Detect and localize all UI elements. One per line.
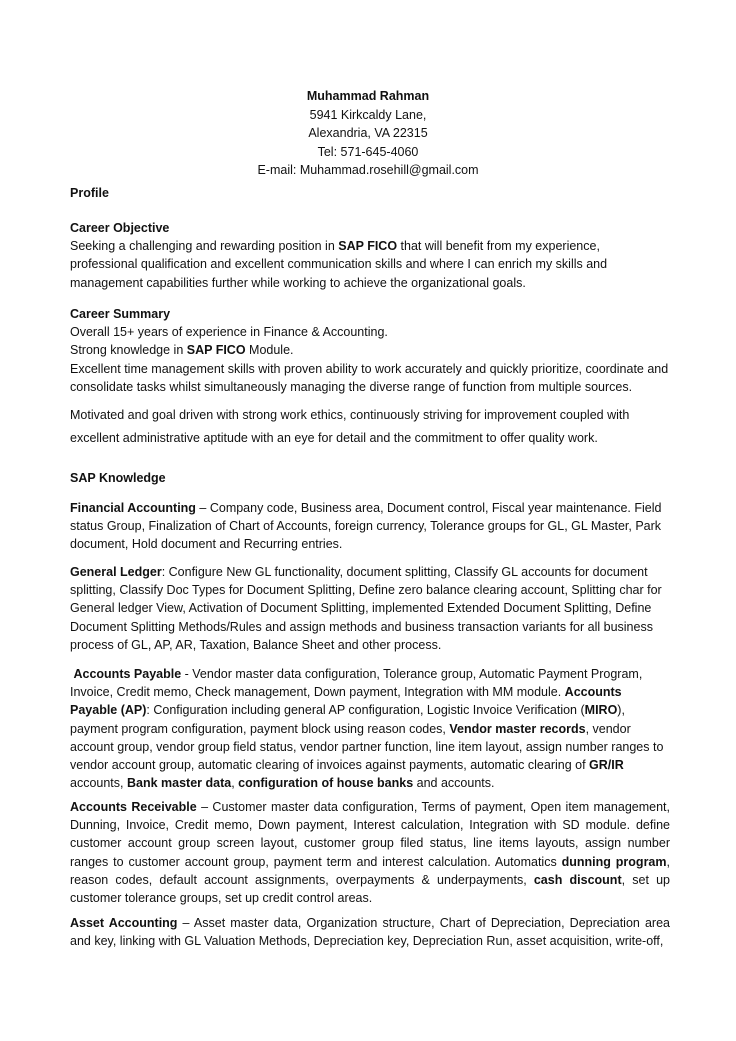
phone-number: Tel: 571-645-4060 bbox=[317, 144, 419, 159]
text-run: , vendor account group, vendor group field status, vendor partner function, line item layout, assign number ranges to vendor account group, automatic clearing of invoices against payments, automatic clearing of bbox=[70, 721, 664, 773]
summary-line-1: Overall 15+ years of experience in Finance & Accounting. bbox=[70, 325, 388, 340]
summary-line-4: Motivated and goal driven with strong work ethics, continuously striving for improvement coupled with excellent administrative aptitude with an eye for detail and the commitment to offer quality work. bbox=[70, 408, 630, 446]
bold-run: Vendor master records bbox=[449, 721, 586, 736]
city-state-zip: Alexandria, VA 22315 bbox=[308, 126, 428, 140]
career-summary-heading: Career Summary bbox=[70, 307, 171, 321]
general-ledger-label: General Ledger bbox=[70, 565, 162, 579]
bold-run: SAP FICO bbox=[186, 343, 246, 358]
text-run: accounts, bbox=[70, 776, 127, 791]
career-objective-section bbox=[70, 219, 670, 292]
text-run: : Configuration including general AP configuration, Logistic Invoice Verification ( bbox=[146, 703, 585, 718]
street-address: 5941 Kirkcaldy Lane, bbox=[309, 107, 427, 122]
career-objective-heading: Career Objective bbox=[70, 221, 170, 235]
financial-accounting-text bbox=[70, 499, 670, 554]
accounts-payable-text bbox=[70, 665, 670, 792]
summary-line-2 bbox=[70, 341, 670, 359]
bold-run: Accounts Payable (AP) bbox=[70, 685, 622, 718]
email-address: E-mail: Muhammad.rosehill@gmail.com bbox=[257, 163, 479, 177]
text-run: : Configure New GL functionality, document splitting, Classify GL accounts for document splitting, Classify Doc Types for Document Splitting, Define zero balance clearing account, Splitting char for General ledger View, Activation of Document Splitting, implemented Extended Document Splitting, Define Document Splitting Methods/Rules and assign methods and business transaction variants for all business process of GL, AP, AR, Taxation, Balance Sheet and other process. bbox=[70, 565, 662, 652]
accounts-receivable-label: Accounts Receivable bbox=[70, 800, 197, 814]
asset-accounting-label: Asset Accounting bbox=[70, 916, 178, 930]
text-run: – Customer master data configuration, Terms of payment, Open item management, Dunning, Invoice, Credit memo, Down payment, Interest calculation, Integration with SD module. define customer account group screen layout, customer group filed status, line items layouts, assign number ranges to customer account group, payment term and interest calculation. Automatics bbox=[70, 800, 670, 869]
accounts-payable-label: Accounts Payable bbox=[73, 667, 182, 681]
contact-header bbox=[0, 87, 736, 180]
text-run: Module. bbox=[245, 343, 294, 358]
career-objective-text bbox=[70, 237, 670, 292]
financial-accounting-section bbox=[70, 499, 670, 554]
bold-run: configuration of house banks bbox=[238, 776, 414, 791]
text-run: and accounts. bbox=[413, 776, 495, 791]
candidate-name: Muhammad Rahman bbox=[306, 89, 430, 103]
general-ledger-section bbox=[70, 563, 670, 654]
bold-run: Bank master data bbox=[126, 776, 232, 791]
text-run: that will benefit from my experience, professional qualification and excellent communication skills and where I can enrich my skills and management capabilities further while working to achieve the organizational goals. bbox=[70, 239, 608, 290]
career-summary-section bbox=[70, 305, 670, 450]
summary-line-3: Excellent time management skills with proven ability to work accurately and quickly prioritize, coordinate and consolidate tasks whilst simultaneously managing the diverse range of function from multiple sources. bbox=[70, 361, 669, 394]
text-run: , bbox=[231, 776, 239, 791]
text-run: Seeking a challenging and rewarding position in bbox=[70, 239, 339, 254]
bold-run: dunning program bbox=[561, 854, 667, 869]
asset-accounting-section bbox=[70, 914, 670, 950]
bold-run: GR/IR bbox=[589, 758, 624, 773]
text-run: - Vendor master data configuration, Tolerance group, Automatic Payment Program, Invoice, Credit memo, Check management, Down payment, Integration with MM module. bbox=[70, 667, 643, 700]
financial-accounting-label: Financial Accounting bbox=[70, 501, 196, 515]
bold-run: cash discount bbox=[533, 872, 622, 887]
general-ledger-text bbox=[70, 563, 670, 654]
text-run: Strong knowledge in bbox=[70, 343, 187, 358]
bold-run: MIRO bbox=[584, 703, 618, 718]
text-run: , set up customer tolerance groups, set up credit control areas. bbox=[70, 872, 671, 906]
text-run: , reason codes, default account assignments, overpayments & underpayments, bbox=[70, 854, 670, 887]
accounts-payable-section bbox=[70, 665, 670, 792]
profile-heading: Profile bbox=[70, 186, 109, 200]
text-run: ), payment program configuration, payment block using reason codes, bbox=[70, 703, 625, 736]
accounts-receivable-text bbox=[70, 798, 670, 907]
bold-run: SAP FICO bbox=[338, 239, 398, 254]
accounts-receivable-section bbox=[70, 798, 670, 907]
text-run: – Asset master data, Organization structure, Chart of Depreciation, Depreciation area and key, linking with GL Valuation Methods, Depreciation key, Depreciation Run, asset acquisition, write-off, bbox=[70, 916, 670, 949]
text-run: – Company code, Business area, Document control, Fiscal year maintenance. Field status Group, Finalization of Chart of Accounts, foreign currency, Tolerance groups for GL, GL Master, Park document, Hold document and Recurring entries. bbox=[70, 501, 662, 552]
asset-accounting-text bbox=[70, 914, 670, 950]
sap-knowledge-heading: SAP Knowledge bbox=[70, 471, 166, 485]
